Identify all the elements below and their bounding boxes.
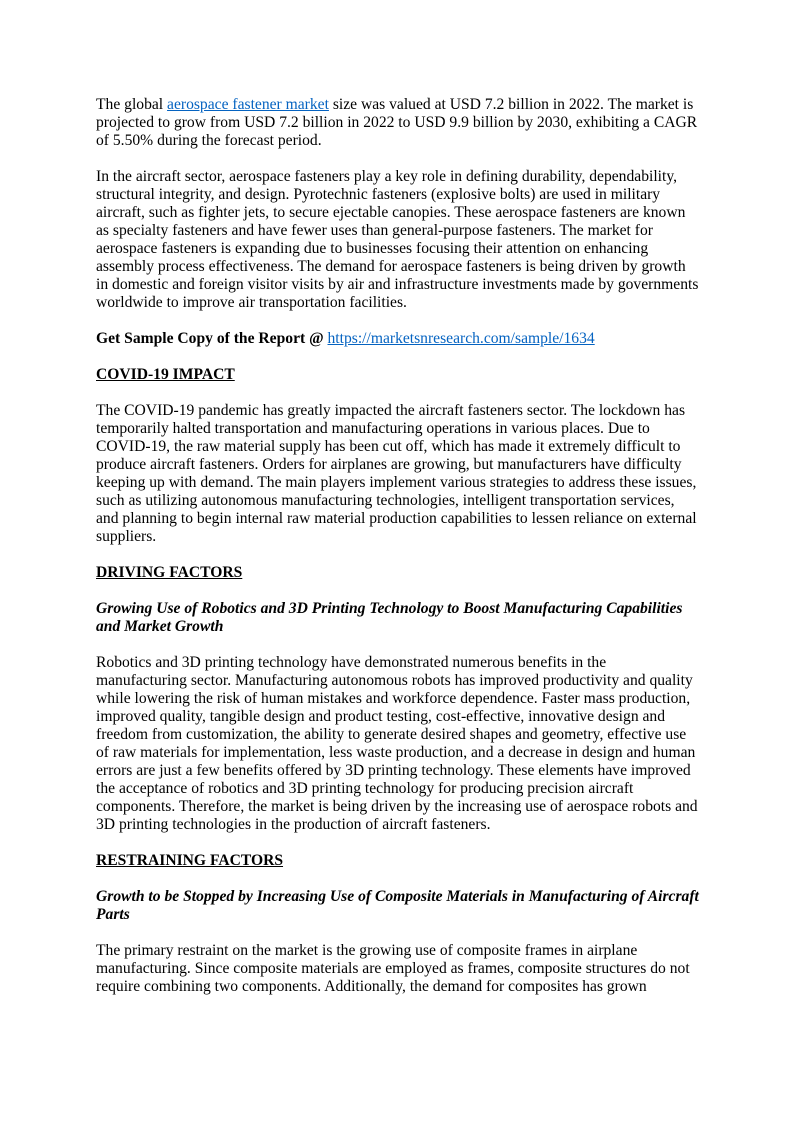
sample-copy-line — [96, 330, 700, 348]
restraining-factors-paragraph: The primary restraint on the market is the growing use of composite frames in airplane manufacturing. Since composite materials are employed as frames, composite structures do not require combining two components. Additionally, the demand for composites has grown — [96, 942, 690, 995]
restraining-factors-heading: RESTRAINING FACTORS — [96, 852, 284, 869]
intro-paragraph — [96, 96, 700, 150]
driving-factors-heading: DRIVING FACTORS — [96, 564, 243, 581]
driving-factors-paragraph: Robotics and 3D printing technology have demonstrated numerous benefits in the manufacturing sector. Manufacturing autonomous robots has improved productivity and quality while lowering the risk of human mistakes and workforce dependence. Faster mass production, improved quality, tangible design and product testing, cost-effective, innovative design and freedom from customization, the ability to generate desired shapes and geometry, effective use of raw materials for implementation, less waste production, and a decrease in design and human errors are just a few benefits offered by 3D printing technology. These elements have improved the acceptance of robotics and 3D printing technology for producing precision aircraft components. Therefore, the market is being driven by the increasing use of aerospace robots and 3D printing technologies in the production of aircraft fasteners. — [96, 654, 698, 833]
sample-copy-label: Get Sample Copy of the Report @ — [96, 330, 328, 347]
intro-text-before: The global — [96, 96, 168, 113]
driving-factors-subheading: Growing Use of Robotics and 3D Printing Technology to Boost Manufacturing Capabilities and Market Growth — [96, 600, 683, 635]
covid-impact-paragraph: The COVID-19 pandemic has greatly impacted the aircraft fasteners sector. The lockdown has temporarily halted transportation and manufacturing operations in various places. Due to COVID-19, the raw material supply has been cut off, which has made it extremely difficult to produce aircraft fasteners. Orders for airplanes are growing, but manufacturers have difficulty keeping up with demand. The main players implement various strategies to address these issues, such as utilizing autonomous manufacturing technologies, intelligent transportation services, and planning to begin internal raw material production capabilities to lessen reliance on external suppliers. — [96, 402, 697, 545]
aerospace-fastener-market-link[interactable]: aerospace fastener market — [167, 96, 329, 113]
sample-copy-link[interactable]: https://marketsnresearch.com/sample/1634 — [327, 330, 595, 347]
intro-text-after: size was valued at USD 7.2 billion in 2022. The market is projected to grow from USD 7.2 billion in 2022 to USD 9.9 billion by 2030, exhibiting a CAGR of 5.50% during the forecast period. — [96, 96, 698, 149]
covid-impact-heading: COVID-19 IMPACT — [96, 366, 235, 383]
overview-paragraph: In the aircraft sector, aerospace fasteners play a key role in defining durability, dependability, structural integrity, and design. Pyrotechnic fasteners (explosive bolts) are used in military aircraft, such as fighter jets, to secure ejectable canopies. These aerospace fasteners are known as specialty fasteners and have fewer uses than general-purpose fasteners. The market for aerospace fasteners is expanding due to businesses focusing their attention on enhancing assembly process effectiveness. The demand for aerospace fasteners is being driven by growth in domestic and foreign visitor visits by air and infrastructure investments made by governments worldwide to improve air transportation facilities. — [96, 168, 699, 311]
document-page — [96, 96, 700, 1014]
restraining-factors-subheading: Growth to be Stopped by Increasing Use of Composite Materials in Manufacturing of Aircraft Parts — [96, 888, 699, 923]
